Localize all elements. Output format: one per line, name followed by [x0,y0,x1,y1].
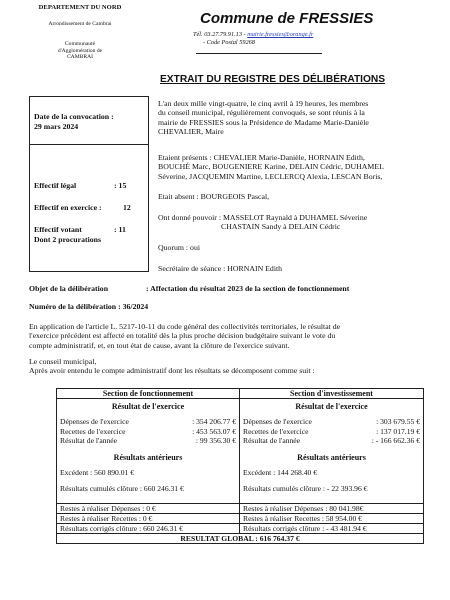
corriges-line: Résultats corrigés clôture : - 43 481.94 € [240,523,423,533]
depenses-value: : 354 206.77 € [192,417,236,427]
telephone: Tél. 03.27.79.91.13 - [193,31,246,38]
rar-depenses-line: Restes à réaliser Dépenses : 80 041.98€ [240,503,423,513]
rar-recettes-line: Restes à réaliser Recettes : 0 € [57,513,239,523]
cumul-line: Résultats cumulés clôture : 660 246.31 € [60,484,184,494]
annee-row [243,436,420,445]
paragraph-line: compte administratif, et, en tout état de cause, avant la clôture de l'exercice suivant. [29,340,290,350]
recettes-value: : 137 017.19 € [376,426,420,436]
pouvoir-line: CHASTAIN Sandy à DELAIN Cédric [221,222,341,232]
excedent-line: Excédent : 144 268.40 € [243,468,318,478]
effectif-box [29,144,149,272]
effectif-exercice-value: 12 [123,203,131,212]
communaute-line-3: CAMBRAI [66,54,94,61]
depenses-label: Dépenses de l'exercice [243,417,312,427]
arrondissement-label: Arrondissement de Cambrai [48,21,112,27]
code-postal: - Code Postal 59268 [203,39,255,46]
convocation-box [29,96,149,145]
objet-label: Objet de la délibération [29,284,109,293]
fonctionnement-header: Section de fonctionnement [57,389,240,399]
recettes-value: : 453 563.07 € [192,426,236,436]
resultat-global: RESULTAT GLOBAL : 616 764.37 € [57,534,424,544]
resultat-exercice-title: Résultat de l'exercice [295,402,368,412]
annee-value: : - 166 662.36 € [371,435,420,445]
depenses-row [60,417,236,426]
header-left-block [34,4,126,61]
recettes-row [243,427,420,436]
departement-label: DEPARTEMENT DU NORD [38,4,122,11]
presents-line: Etaient présents : CHEVALIER Marie-Danièle, HORNAIN Edith, [158,153,365,162]
rar-recettes-line: Restes à réaliser Recettes : 58 954.00 € [240,513,423,523]
paragraph-line: En application de l'article L. 5217-10-11 du code général des collectivités territoriales, le résultat de [29,322,341,331]
effectif-exercice-label: Effectif en exercice : [34,203,102,212]
corriges-line: Résultats corrigés clôture : 660 246.31 € [57,523,239,533]
investissement-cell [240,399,424,534]
email-link[interactable]: mairie.fressies@orange.fr [247,31,314,38]
recettes-label: Recettes de l'exercice [60,426,126,436]
commune-title: Commune de FRESSIES [200,10,374,27]
recettes-row [60,427,236,436]
effectif-legal-label: Effectif légal [34,181,77,190]
total-row [57,534,424,544]
header-divider [196,53,322,54]
rar-depenses-line: Restes à réaliser Dépenses : 0 € [57,503,239,513]
numero-deliberation: Numéro de la délibération : 36/2024 [29,302,149,311]
cumul-line: Résultats cumulés clôture : - 22 393.96 € [243,484,368,494]
annee-value: : 99 356.30 € [195,435,236,445]
communaute-label [34,41,126,60]
fonctionnement-cell [57,399,240,534]
quorum-line: Quorum : oui [158,243,201,252]
intro-line: du conseil municipal, régulièrement convoqués, se sont réunis à la [158,108,365,118]
depenses-label: Dépenses de l'exercice [60,417,129,427]
table-header-row [57,389,424,399]
intro-line: L'an deux mille vingt-quatre, le cinq avril à 19 heures, les membres [158,99,369,108]
presents-line: Séverine, JACQUEMIN Martine, LECLERCQ Alexia, LESCAN Boris, [158,171,383,181]
resultats-anterieurs-title: Résultats antérieurs [113,453,183,463]
resultats-anterieurs-title: Résultats antérieurs [297,453,366,463]
presents-line: BOUCHÉ Marc, BOUGENIERE Karine, DELAIN Cédric, DUHAMEL [158,162,384,172]
excedent-line: Excédent : 560 890.01 € [60,468,135,478]
absent-line: Etait absent : BOURGEOIS Pascal, [158,192,270,201]
document-title: EXTRAIT DU REGISTRE DES DÉLIBÉRATIONS [160,74,386,85]
effectif-votant-value: : 11 [114,225,126,234]
paragraph-conseil [29,357,429,376]
paragraph-line: Après avoir entendu le compte administratif dont les résultats se décomposent comme suit : [29,366,315,376]
communaute-line-2: d'Agglomération de [57,47,103,54]
annee-label: Résultat de l'année [60,435,118,445]
communaute-line-1: Communauté [64,41,96,48]
paragraph-line: l'exercice précédent est affecté en totalité dès la plus proche décision budgétaire suivant le vote du [29,331,336,341]
effectif-votant-label: Effectif votant [34,225,82,234]
contact-block [193,31,313,47]
results-table [56,388,424,544]
depenses-row [243,417,420,426]
table-body-row [57,399,424,534]
intro-line: mairie de FRESSIES sous la Présidence de Madame Marie-Danièle [158,117,369,127]
paragraph-article [29,322,429,350]
paragraph-line: Le conseil municipal, [29,357,97,366]
investissement-header: Section d'investissement [240,389,424,399]
meeting-intro [158,99,428,137]
recettes-label: Recettes de l'exercice [243,426,309,436]
pouvoir-block [158,213,428,232]
presents-list [158,153,428,181]
annee-row [60,436,236,445]
depenses-value: : 303 679.55 € [376,417,420,427]
convocation-label: Date de la convocation : [34,112,114,121]
resultat-exercice-title: Résultat de l'exercice [111,402,185,412]
objet-text: : Affectation du résultat 2023 de la section de fonctionnement [146,284,350,293]
pouvoir-line: Ont donné pouvoir : MASSELOT Raynald à DUHAMEL Séverine [158,213,368,222]
convocation-date: 29 mars 2024 [34,122,79,131]
procurations-label: Dont 2 procurations [34,235,102,244]
effectif-legal-value: : 15 [114,181,127,190]
secretaire-line: Secrétaire de séance : HORNAIN Edith [158,264,283,273]
intro-line: CHEVALIER, Maire [158,127,224,137]
annee-label: Résultat de l'année [243,435,301,445]
